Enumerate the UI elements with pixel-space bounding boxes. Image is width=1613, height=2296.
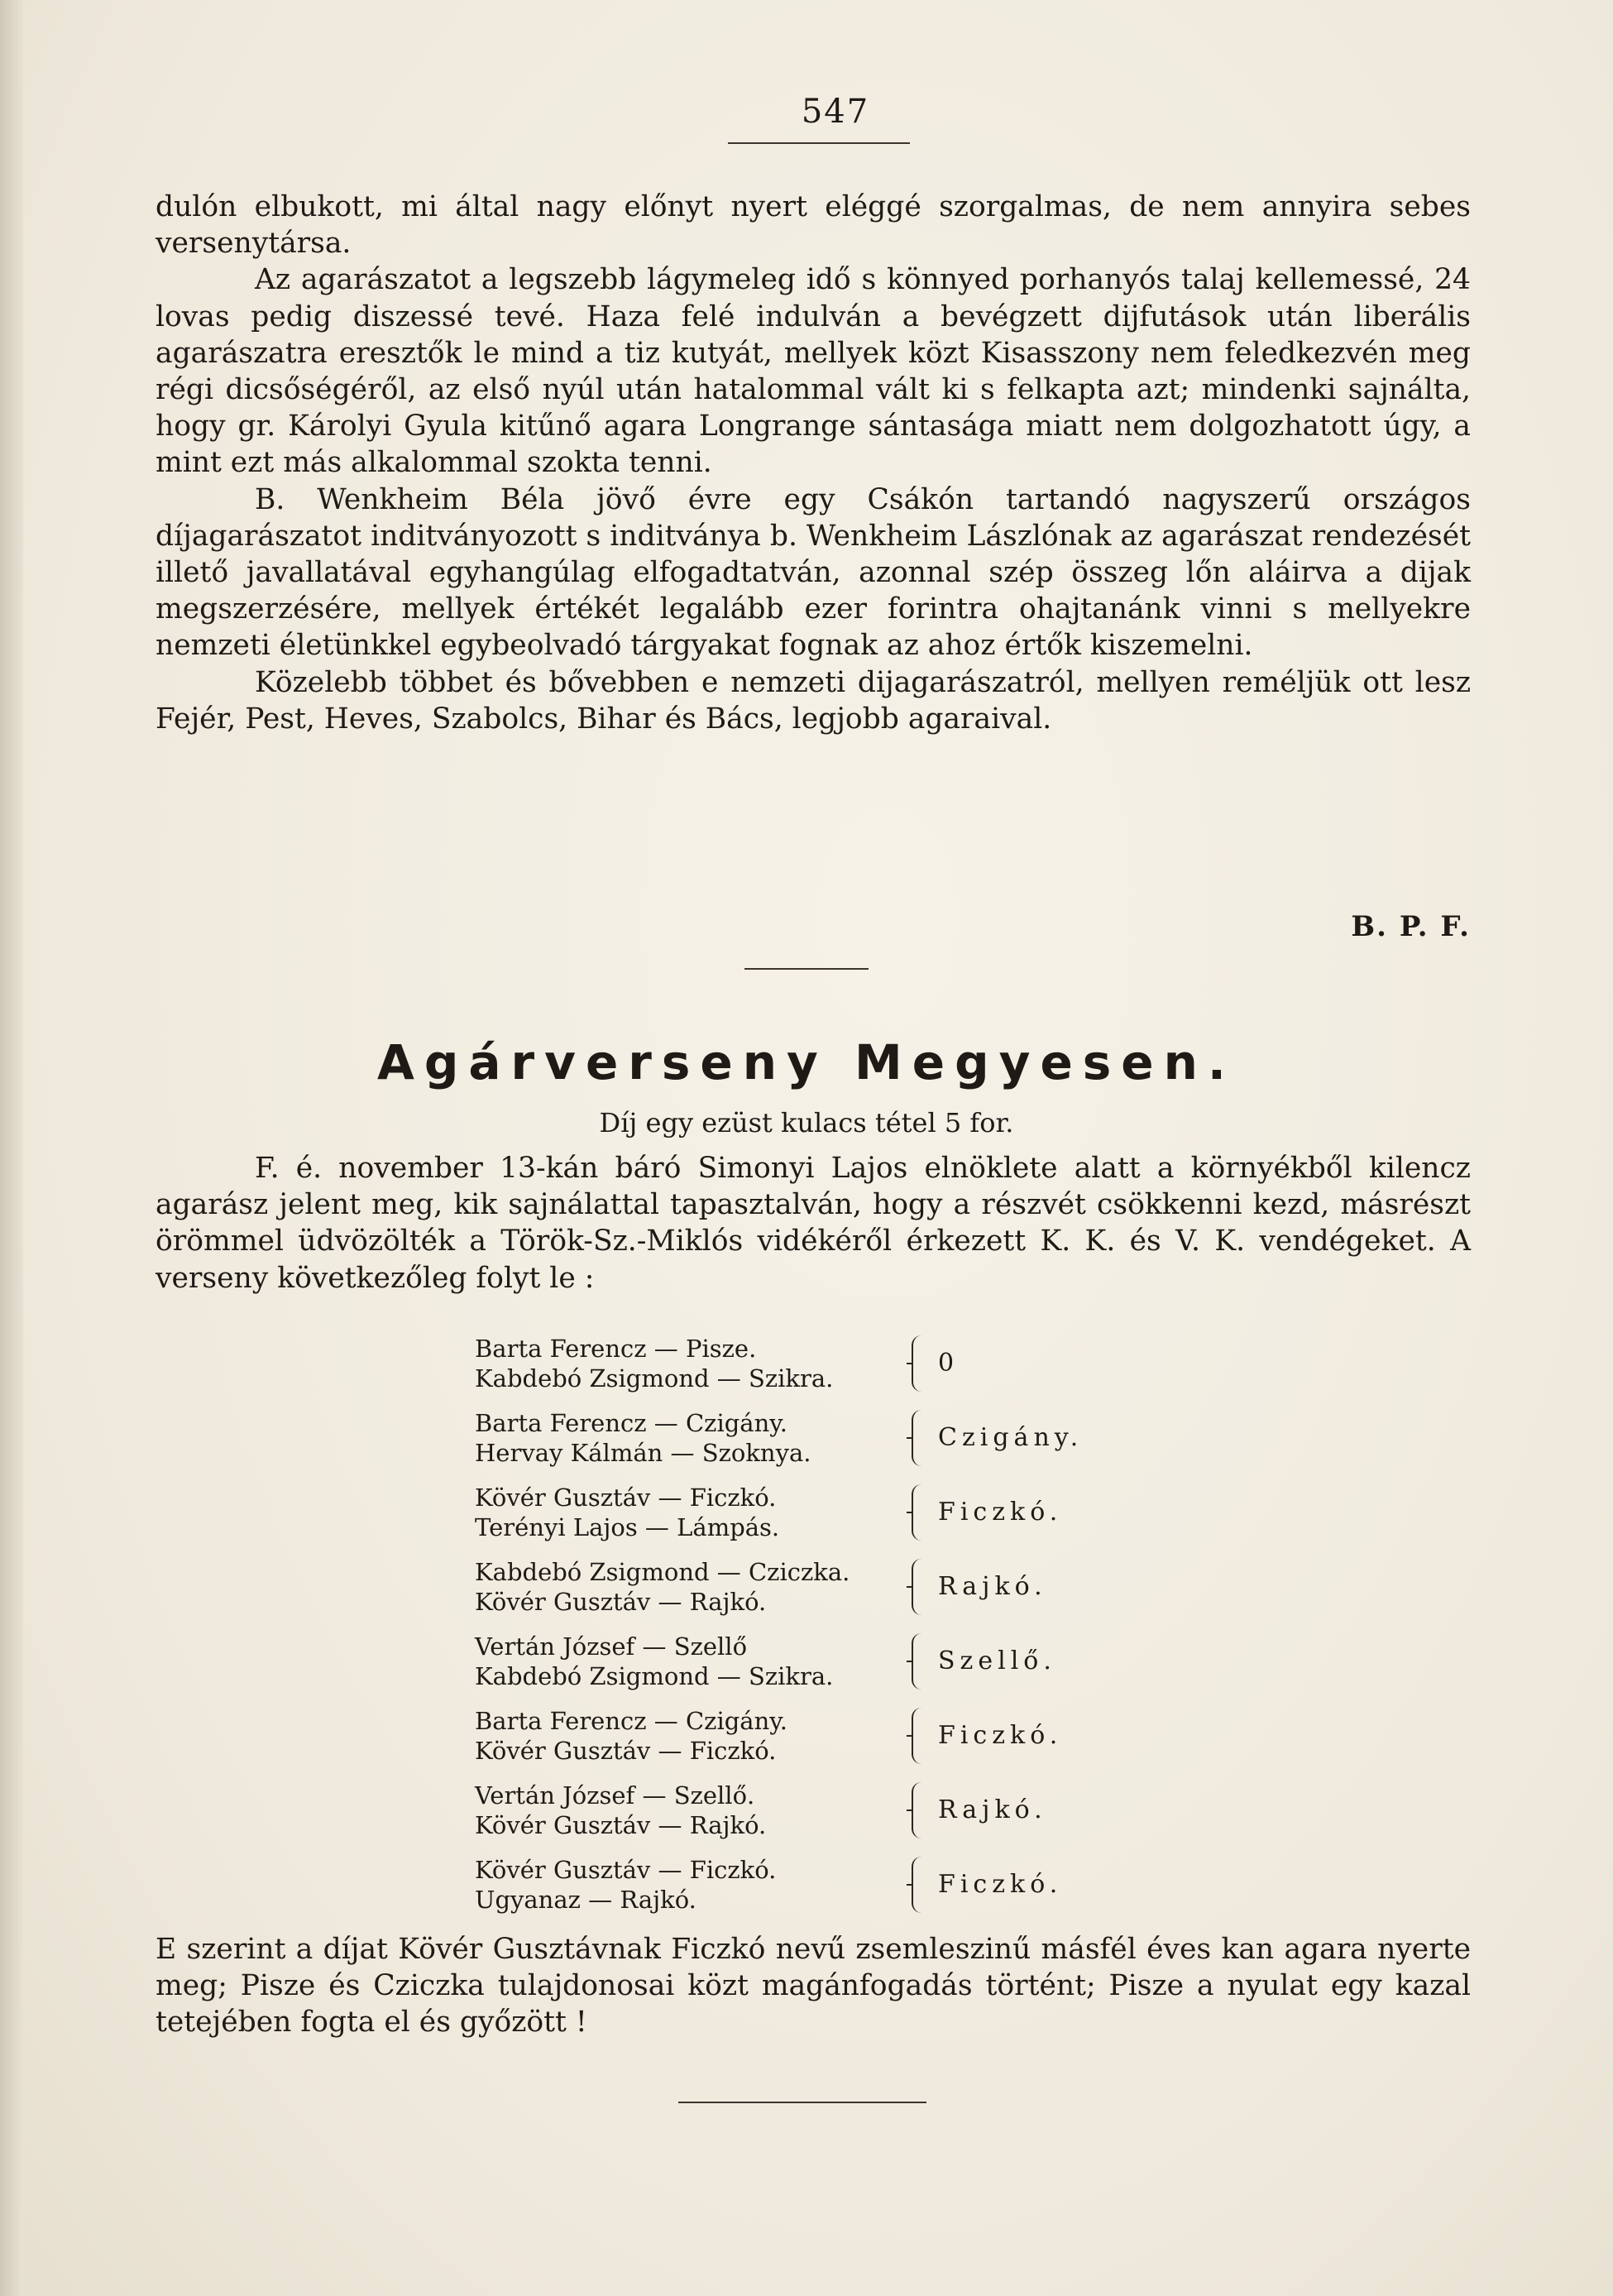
match-entrant-b: Kabdebó Zsigmond — Szikra. [475,1364,834,1392]
match-entrant-b: Kövér Gusztáv — Rajkó. [475,1811,767,1839]
conclusion-paragraph: E szerint a díjat Kövér Gusztávnak Ficzkó nevű zsemleszinű másfél éves kan agara nyerte meg; Pisze és Cziczka tulajdonosai közt magánfogadás történt; Pisze a nyulat egy kazal tetejében fogta el és győzött ! [156,1933,1471,2040]
match-winner: 0 [938,1349,960,1378]
match-5 [475,1632,1302,1691]
signature: B. P. F. [1351,910,1471,943]
match-7 [475,1781,1302,1840]
match-entrant-b: Ugyanaz — Rajkó. [475,1886,696,1914]
match-4 [475,1557,1302,1617]
paragraph-1: dulón elbukott, mi által nagy előnyt nyert eléggé szorgalmas, de nem annyira sebes versenytársa. [156,190,1471,261]
match-entrant-a: Kövér Gusztáv — Ficzkó. [475,1856,777,1884]
race-intro [156,1150,1471,1297]
match-winner: Czigány. [938,1423,1084,1452]
match-2 [475,1408,1302,1468]
article-continuation [156,189,1471,737]
end-rule [678,2102,926,2103]
match-entrant-a: Barta Ferencz — Czigány. [475,1707,788,1735]
paragraph-3: B. Wenkheim Béla jövő évre egy Csákón tartandó nagyszerű országos díjagarászatot inditványozott s inditványa b. Wenkheim Lászlónak az agarászat rendezését illető javallatával egyhangúlag elfogadtatván, azonnal szép összeg lőn aláirva a dijak megszerzésére, mellyek értékét legalább ezer forintra ohajtanánk vinni s mellyekre nemzeti életünkkel egybeolvadó tárgyakat fognak az ahoz értők kiszemelni. [156,482,1471,663]
match-entrant-b: Terényi Lajos — Lámpás. [475,1513,780,1541]
intro-paragraph: F. é. november 13-kán báró Simonyi Lajos elnöklete alatt a környékből kilencz agarász jelent meg, kik sajnálattal tapasztalván, hogy a részvét csökkenni kezd, másrészt örömmel üdvözölték a Török-Sz.-Miklós vidékéről érkezett K. K. és V. K. vendégeket. A verseny következőleg folyt le : [156,1152,1471,1295]
match-8 [475,1855,1302,1915]
match-entrant-a: Vertán József — Szellő. [475,1781,755,1809]
match-entrant-b: Hervay Kálmán — Szoknya. [475,1439,811,1467]
section-subtitle: Díj egy ezüst kulacs tétel 5 for. [599,1107,1014,1138]
match-1 [475,1334,1302,1393]
brace [912,1782,925,1838]
page-number: 547 [801,93,870,131]
page-number-rule [728,142,910,144]
match-winner: Ficzkó. [938,1870,1063,1899]
paragraph-2: Az agarászatot a legszebb lágymeleg idő s könnyed porhanyós talaj kellemessé, 24 lovas pedig diszessé tevé. Haza felé indulván a bevégzett dijfutások után liberális agarászatra eresztők le mind a tiz kutyát, mellyek közt Kisasszony nem feledkezvén meg régi dicsőségéről, az első nyúl után hatalommal vált ki s felkapta azt; mindenki sajnálta, hogy gr. Károlyi Gyula kitűnő agara Longrange sántasága miatt nem dolgozhatott úgy, a mint ezt más alkalommal szokta tenni. [156,263,1471,480]
match-entrant-a: Barta Ferencz — Czigány. [475,1409,788,1437]
section-divider [744,968,869,970]
paragraph-4: Közelebb többet és bővebben e nemzeti dijagarászatról, mellyen reméljük ott lesz Fejér, Pest, Heves, Szabolcs, Bihar és Bács, legjobb agaraival. [156,665,1471,736]
book-binding-shadow [0,0,23,2296]
brace [912,1410,925,1466]
match-entrant-a: Kövér Gusztáv — Ficzkó. [475,1484,777,1512]
match-winner: Szellő. [938,1647,1056,1675]
brace [912,1559,925,1615]
match-entrant-b: Kövér Gusztáv — Ficzkó. [475,1737,777,1765]
match-entrant-a: Barta Ferencz — Pisze. [475,1335,757,1363]
section-title: Agárverseny Megyesen. [377,1034,1236,1090]
match-entrant-a: Kabdebó Zsigmond — Cziczka. [475,1558,850,1586]
match-winner: Ficzkó. [938,1498,1063,1527]
match-winner: Rajkó. [938,1572,1047,1601]
brace [912,1708,925,1764]
brace [912,1633,925,1690]
match-entrant-a: Vertán József — Szellő [475,1632,748,1661]
match-winner: Rajkó. [938,1795,1047,1824]
brace [912,1857,925,1913]
match-3 [475,1483,1302,1542]
match-winner: Ficzkó. [938,1721,1063,1750]
brace [912,1484,925,1541]
brace [912,1335,925,1392]
match-6 [475,1706,1302,1766]
match-entrant-b: Kövér Gusztáv — Rajkó. [475,1588,767,1616]
race-conclusion [156,1931,1471,2041]
match-entrant-b: Kabdebó Zsigmond — Szikra. [475,1662,834,1690]
